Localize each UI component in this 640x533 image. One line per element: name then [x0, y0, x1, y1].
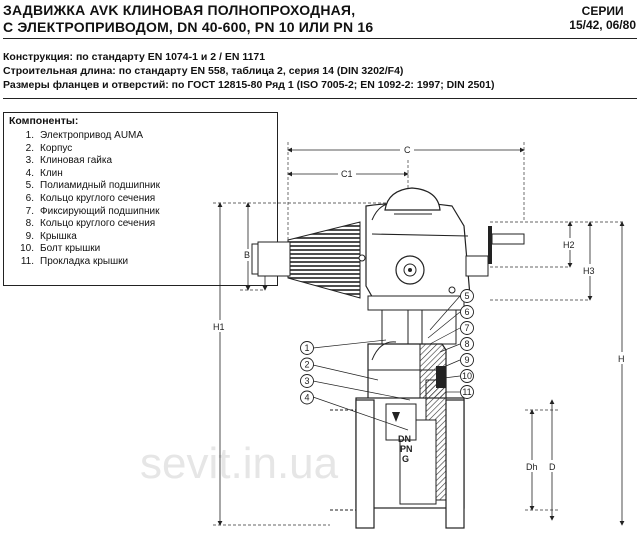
component-number: 5. — [25, 180, 34, 192]
body-mark-dn: DN — [398, 434, 411, 444]
callout-number: 1 — [304, 343, 310, 354]
callout-number: 7 — [464, 323, 470, 334]
watermark: sevit.in.ua — [140, 439, 339, 488]
callout-number: 10 — [461, 371, 473, 382]
dim-b-label: B — [244, 250, 251, 260]
component-number: 7. — [25, 205, 34, 217]
callout-number: 2 — [304, 359, 310, 370]
component-label: Клиновая гайка — [40, 155, 113, 167]
body-mark-pn: PN — [400, 444, 413, 454]
electric-actuator — [252, 188, 524, 310]
component-number: 8. — [25, 218, 34, 230]
valve-body — [330, 310, 464, 528]
component-label: Прокладка крышки — [40, 255, 129, 267]
callout-number: 11 — [462, 387, 472, 398]
callout-number: 5 — [464, 291, 470, 302]
dim-h1-label: H1 — [213, 322, 225, 332]
dim-c1-label: C1 — [341, 169, 353, 179]
component-number: 3. — [25, 155, 34, 167]
spec-flanges: Размеры фланцев и отверстий: по ГОСТ 12815-80 Ряд 1 (ISO 7005-2; EN 1092-2: 1997; DIN 2501) — [3, 79, 495, 91]
body-mark-g: G — [402, 454, 410, 464]
component-number: 11. — [20, 255, 34, 267]
component-number: 9. — [25, 230, 34, 242]
series-value: 15/42, 06/80 — [569, 18, 636, 32]
component-label: Электропривод AUMA — [40, 130, 144, 141]
callout-number: 6 — [464, 307, 470, 318]
spec-length: Строительная длина: по стандарту EN 558, таблица 2, серия 14 (DIN 3202/F4) — [3, 65, 404, 77]
component-label: Кольцо круглого сечения — [40, 192, 156, 204]
component-label: Клин — [40, 167, 63, 179]
dim-dh-label: Dh — [526, 462, 538, 472]
dim-h2-label: H2 — [563, 240, 575, 250]
dim-d-label: D — [549, 462, 556, 472]
component-label: Крышка — [40, 230, 77, 242]
component-number: 10. — [20, 243, 34, 255]
callout-number: 3 — [304, 376, 310, 387]
series-label: СЕРИИ — [581, 4, 624, 18]
component-number: 1. — [25, 130, 34, 141]
component-number: 6. — [25, 192, 34, 204]
dim-c-label: C — [404, 145, 411, 155]
callout-number: 9 — [464, 355, 470, 366]
component-label: Болт крышки — [40, 243, 101, 255]
component-number: 2. — [25, 142, 34, 154]
component-label: Полиамидный подшипник — [40, 180, 160, 192]
callout-number: 8 — [464, 339, 470, 350]
title-line-1: ЗАДВИЖКА AVK КЛИНОВАЯ ПОЛНОПРОХОДНАЯ, — [3, 2, 356, 18]
dim-h3-label: H3 — [583, 266, 595, 276]
component-number: 4. — [25, 167, 34, 179]
title-line-2: С ЭЛЕКТРОПРИВОДОМ, DN 40-600, PN 10 ИЛИ PN 16 — [3, 19, 374, 35]
component-label: Фиксирующий подшипник — [40, 205, 160, 217]
callout-number: 4 — [304, 392, 310, 403]
components-title: Компоненты: — [9, 115, 79, 127]
dim-h-label: H — [618, 354, 625, 364]
component-label: Корпус — [40, 142, 73, 154]
component-label: Кольцо круглого сечения — [40, 218, 156, 230]
spec-construction: Конструкция: по стандарту EN 1074-1 и 2 / EN 1171 — [3, 51, 266, 63]
callouts-left — [301, 342, 314, 405]
